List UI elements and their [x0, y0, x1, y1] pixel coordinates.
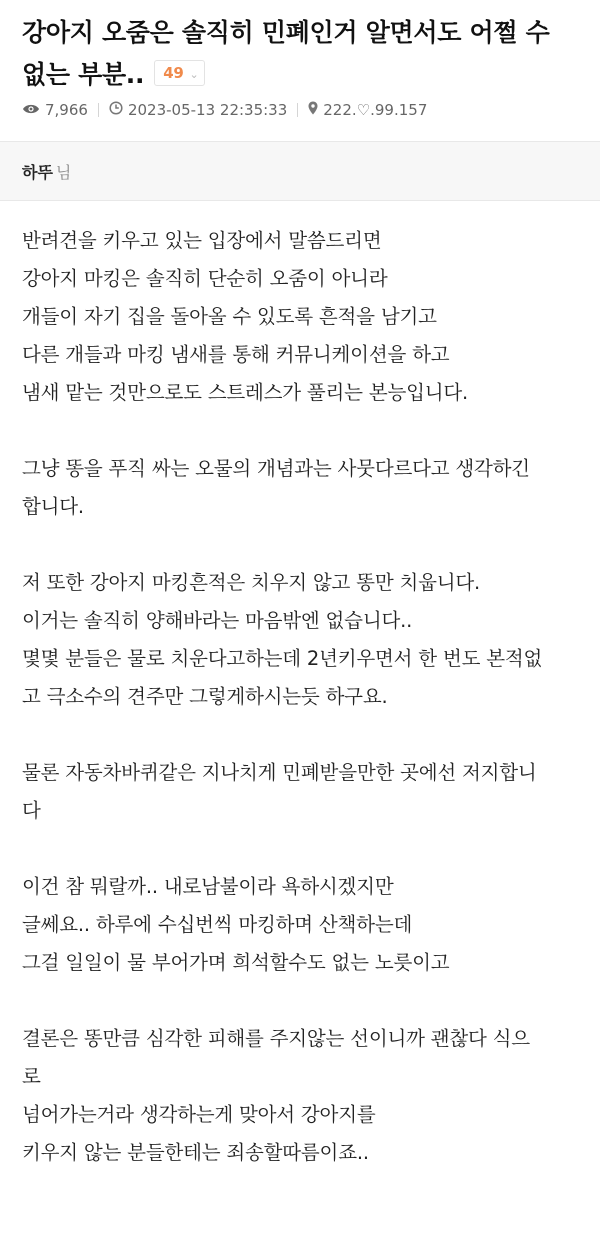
body-line: 저 또한 강아지 마킹흔적은 치우지 않고 똥만 치웁니다.: [22, 571, 481, 594]
post-title: [22, 12, 578, 96]
post-title-text: 강아지 오줌은 솔직히 민폐인거 알면서도 어쩔 수 없는 부분..: [22, 18, 550, 89]
body-line: 키우지 않는 분들한테는 죄송할따름이죠..: [22, 1141, 369, 1164]
body-line: 고 극소수의 견주만 그렇게하시는듯 하구요.: [22, 685, 388, 708]
author-name[interactable]: 하뚜: [22, 162, 53, 182]
author-ip: 222.♡.99.157: [323, 101, 428, 119]
body-line: 다: [22, 799, 41, 822]
body-line: 결론은 똥만큼 심각한 피해를 주지않는 선이니까 괜찮다 식으: [22, 1027, 530, 1050]
blank-line: [22, 526, 578, 564]
post-meta: [22, 98, 427, 122]
body-line: 글쎄요.. 하루에 수십번씩 마킹하며 산책하는데: [22, 913, 413, 936]
body-line: 냄새 맡는 것만으로도 스트레스가 풀리는 본능입니다.: [22, 381, 469, 404]
body-line: 반려견을 키우고 있는 입장에서 말씀드리면: [22, 229, 382, 252]
meta-divider: [98, 103, 99, 117]
body-line: 개들이 자기 집을 돌아올 수 있도록 흔적을 남기고: [22, 305, 437, 328]
comment-count-value: 49: [163, 64, 184, 82]
clock-icon: [109, 101, 123, 119]
body-line: 강아지 마킹은 솔직히 단순히 오줌이 아니라: [22, 267, 388, 290]
body-line: 물론 자동차바퀴같은 지나치게 민폐받을만한 곳에선 저지합니: [22, 761, 537, 784]
body-line: 그걸 일일이 물 부어가며 희석할수도 없는 노릇이고: [22, 951, 450, 974]
eye-icon: [22, 101, 40, 119]
body-line: 이거는 솔직히 양해바라는 마음밖엔 없습니다..: [22, 609, 413, 632]
body-line: 몇몇 분들은 물로 치운다고하는데 2년키우면서 한 번도 본적없: [22, 647, 543, 670]
blank-line: [22, 982, 578, 1020]
body-line: 로: [22, 1065, 41, 1088]
view-count: 7,966: [45, 101, 88, 119]
body-line: 이건 참 뭐랄까.. 내로남불이라 욕하시겠지만: [22, 875, 394, 898]
blank-line: [22, 830, 578, 868]
divider: [0, 200, 600, 201]
location-pin-icon: [308, 101, 318, 119]
body-line: 그냥 똥을 푸직 싸는 오물의 개념과는 사뭇다르다고 생각하긴: [22, 457, 530, 480]
chevron-down-icon: ⌄: [189, 68, 199, 81]
blank-line: [22, 412, 578, 450]
body-line: 합니다.: [22, 495, 84, 518]
author-bar: [0, 142, 600, 200]
body-line: 넘어가는거라 생각하는게 맞아서 강아지를: [22, 1103, 376, 1126]
meta-divider: [297, 103, 298, 117]
post-body: [22, 222, 578, 1172]
body-line: 다른 개들과 마킹 냄새를 통해 커뮤니케이션을 하고: [22, 343, 450, 366]
blank-line: [22, 716, 578, 754]
author-honorific: 님: [55, 162, 72, 182]
post-datetime: 2023-05-13 22:35:33: [127, 101, 288, 119]
comment-count-button[interactable]: [154, 60, 205, 86]
